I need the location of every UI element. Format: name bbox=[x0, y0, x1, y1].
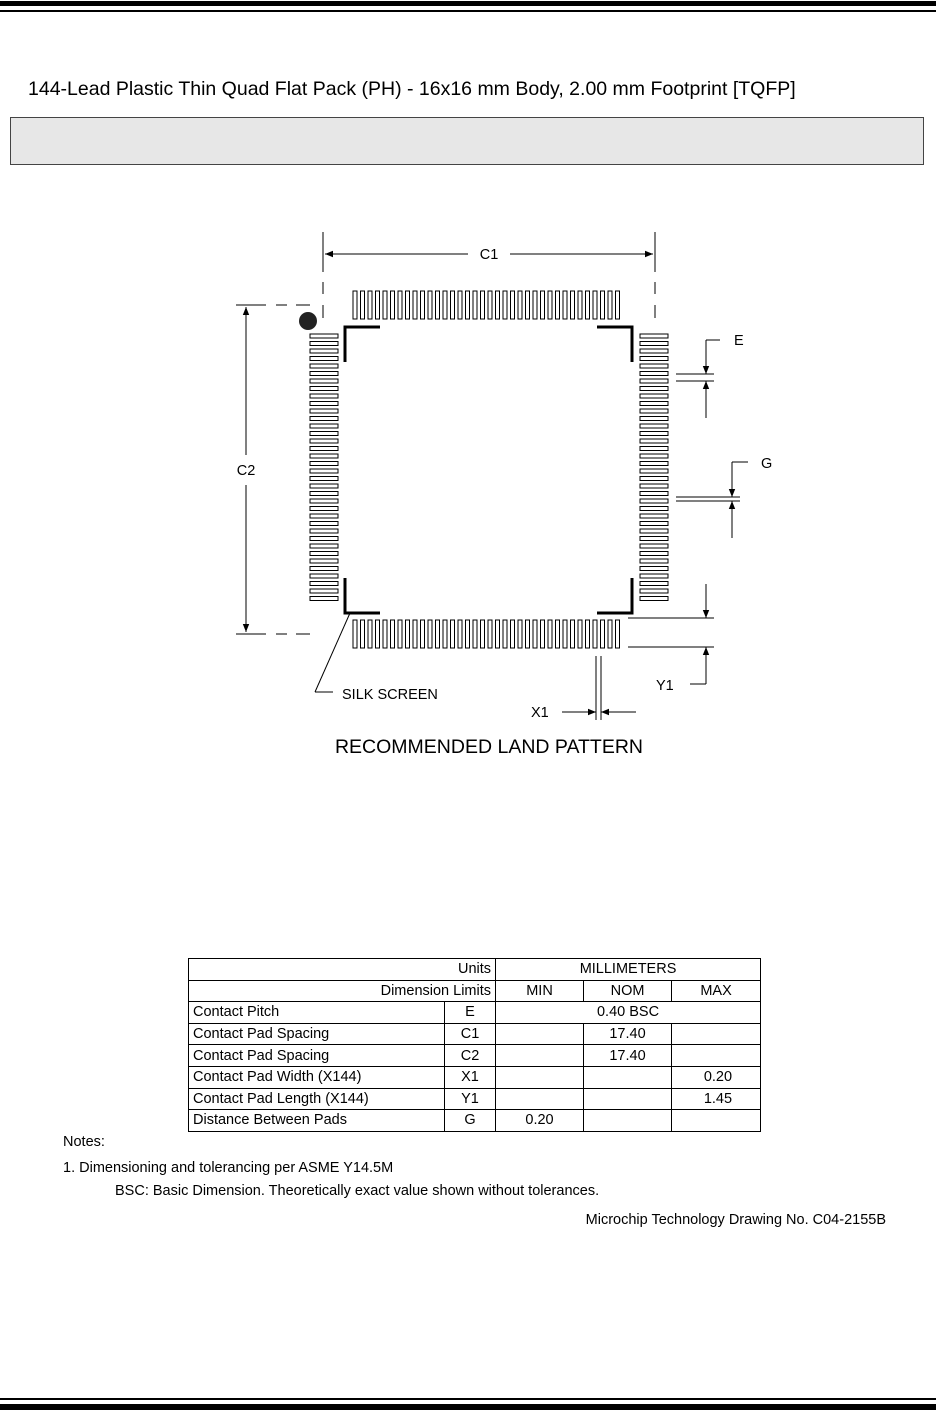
contact-pad bbox=[481, 620, 485, 648]
contact-pad bbox=[310, 507, 338, 511]
contact-pad bbox=[310, 537, 338, 541]
top-pad-row bbox=[353, 291, 620, 319]
contact-pad bbox=[593, 620, 597, 648]
contact-pad bbox=[376, 620, 380, 648]
top-rule-thin bbox=[0, 10, 936, 12]
notes-heading: Notes: bbox=[63, 1134, 105, 1150]
table-row bbox=[189, 1023, 761, 1045]
contact-pad bbox=[443, 291, 447, 319]
contact-pad bbox=[640, 484, 668, 488]
contact-pad bbox=[488, 620, 492, 648]
contact-pad bbox=[310, 469, 338, 473]
contact-pad bbox=[310, 484, 338, 488]
contact-pad bbox=[640, 409, 668, 413]
drawing-number: Microchip Technology Drawing No. C04-2155B bbox=[585, 1212, 886, 1228]
table-row bbox=[189, 1066, 761, 1088]
contact-pad bbox=[526, 291, 530, 319]
contact-pad bbox=[518, 291, 522, 319]
contact-pad bbox=[310, 424, 338, 428]
units-value: MILLIMETERS bbox=[496, 959, 761, 981]
contact-pad bbox=[496, 620, 500, 648]
contact-pad bbox=[640, 552, 668, 556]
pin1-marker bbox=[299, 312, 317, 330]
row-name: Contact Pad Length (X144) bbox=[189, 1088, 445, 1110]
row-max: 0.20 bbox=[672, 1066, 761, 1088]
contact-pad bbox=[310, 477, 338, 481]
contact-pad bbox=[640, 402, 668, 406]
table-row bbox=[189, 1045, 761, 1067]
contact-pad bbox=[533, 291, 537, 319]
contact-pad bbox=[563, 291, 567, 319]
row-symbol: G bbox=[445, 1110, 496, 1132]
contact-pad bbox=[640, 469, 668, 473]
contact-pad bbox=[310, 394, 338, 398]
table-row bbox=[189, 1088, 761, 1110]
contact-pad bbox=[436, 291, 440, 319]
contact-pad bbox=[488, 291, 492, 319]
row-min bbox=[496, 1088, 584, 1110]
contact-pad bbox=[413, 620, 417, 648]
contact-pad bbox=[586, 291, 590, 319]
row-max bbox=[672, 1045, 761, 1067]
contact-pad bbox=[640, 387, 668, 391]
left-pad-column bbox=[310, 334, 338, 601]
contact-pad bbox=[398, 620, 402, 648]
contact-pad bbox=[563, 620, 567, 648]
contact-pad bbox=[511, 291, 515, 319]
contact-pad bbox=[451, 291, 455, 319]
contact-pad bbox=[601, 291, 605, 319]
row-max bbox=[672, 1023, 761, 1045]
contact-pad bbox=[556, 620, 560, 648]
contact-pad bbox=[640, 574, 668, 578]
x1-label: X1 bbox=[531, 705, 549, 721]
limits-label: Dimension Limits bbox=[189, 980, 496, 1002]
contact-pad bbox=[608, 620, 612, 648]
contact-pad bbox=[368, 291, 372, 319]
contact-pad bbox=[640, 364, 668, 368]
contact-pad bbox=[640, 522, 668, 526]
contact-pad bbox=[608, 291, 612, 319]
silk-screen-leader bbox=[315, 613, 350, 692]
diagram-caption: RECOMMENDED LAND PATTERN bbox=[334, 736, 644, 758]
row-name: Contact Pad Spacing bbox=[189, 1045, 445, 1067]
contact-pad bbox=[310, 544, 338, 548]
contact-pad bbox=[310, 454, 338, 458]
contact-pad bbox=[443, 620, 447, 648]
g-dimension bbox=[676, 462, 748, 538]
contact-pad bbox=[310, 462, 338, 466]
contact-pad bbox=[640, 432, 668, 436]
contact-pad bbox=[640, 417, 668, 421]
contact-pad bbox=[518, 620, 522, 648]
contact-pad bbox=[473, 291, 477, 319]
contact-pad bbox=[310, 342, 338, 346]
row-symbol: E bbox=[445, 1002, 496, 1024]
table-header-units bbox=[189, 959, 761, 981]
contact-pad bbox=[458, 291, 462, 319]
contact-pad bbox=[428, 291, 432, 319]
contact-pad bbox=[310, 514, 338, 518]
contact-pad bbox=[640, 394, 668, 398]
contact-pad bbox=[503, 291, 507, 319]
contact-pad bbox=[451, 620, 455, 648]
contact-pad bbox=[593, 291, 597, 319]
dimension-table bbox=[188, 958, 761, 1132]
units-label: Units bbox=[189, 959, 496, 981]
row-symbol: X1 bbox=[445, 1066, 496, 1088]
contact-pad bbox=[578, 620, 582, 648]
contact-pad bbox=[310, 447, 338, 451]
contact-pad bbox=[541, 291, 545, 319]
contact-pad bbox=[601, 620, 605, 648]
contact-pad bbox=[640, 342, 668, 346]
e-dimension bbox=[676, 340, 720, 418]
contact-pad bbox=[640, 349, 668, 353]
contact-pad bbox=[391, 620, 395, 648]
contact-pad bbox=[640, 372, 668, 376]
contact-pad bbox=[640, 582, 668, 586]
row-nom bbox=[584, 1066, 672, 1088]
contact-pad bbox=[310, 379, 338, 383]
c2-label: C2 bbox=[236, 463, 256, 479]
note-1-sub: BSC: Basic Dimension. Theoretically exact value shown without tolerances. bbox=[115, 1183, 600, 1199]
contact-pad bbox=[413, 291, 417, 319]
row-name: Contact Pad Width (X144) bbox=[189, 1066, 445, 1088]
row-nom bbox=[584, 1088, 672, 1110]
contact-pad bbox=[586, 620, 590, 648]
contact-pad bbox=[640, 379, 668, 383]
row-symbol: Y1 bbox=[445, 1088, 496, 1110]
row-max: 1.45 bbox=[672, 1088, 761, 1110]
contact-pad bbox=[466, 291, 470, 319]
contact-pad bbox=[310, 567, 338, 571]
row-nom: 17.40 bbox=[584, 1023, 672, 1045]
contact-pad bbox=[640, 537, 668, 541]
contact-pad bbox=[640, 529, 668, 533]
bottom-rule-thick bbox=[0, 1404, 936, 1410]
col-nom: NOM bbox=[584, 980, 672, 1002]
contact-pad bbox=[310, 559, 338, 563]
row-symbol: C1 bbox=[445, 1023, 496, 1045]
table-row bbox=[189, 1002, 761, 1024]
contact-pad bbox=[398, 291, 402, 319]
contact-pad bbox=[511, 620, 515, 648]
contact-pad bbox=[473, 620, 477, 648]
contact-pad bbox=[310, 409, 338, 413]
contact-pad bbox=[383, 620, 387, 648]
contact-pad bbox=[310, 387, 338, 391]
contact-pad bbox=[640, 499, 668, 503]
row-span-value: 0.40 BSC bbox=[496, 1002, 761, 1024]
row-min: 0.20 bbox=[496, 1110, 584, 1132]
contact-pad bbox=[578, 291, 582, 319]
contact-pad bbox=[391, 291, 395, 319]
row-min bbox=[496, 1066, 584, 1088]
contact-pad bbox=[640, 357, 668, 361]
contact-pad bbox=[368, 620, 372, 648]
contact-pad bbox=[640, 544, 668, 548]
land-pattern-diagram bbox=[0, 220, 936, 780]
contact-pad bbox=[310, 492, 338, 496]
contact-pad bbox=[640, 589, 668, 593]
contact-pad bbox=[466, 620, 470, 648]
contact-pad bbox=[616, 291, 620, 319]
contact-pad bbox=[310, 349, 338, 353]
contact-pad bbox=[310, 357, 338, 361]
contact-pad bbox=[310, 529, 338, 533]
row-nom: 17.40 bbox=[584, 1045, 672, 1067]
contact-pad bbox=[310, 439, 338, 443]
right-pad-column bbox=[640, 334, 668, 601]
contact-pad bbox=[640, 462, 668, 466]
contact-pad bbox=[421, 291, 425, 319]
contact-pad bbox=[640, 507, 668, 511]
contact-pad bbox=[548, 291, 552, 319]
top-rule-thick bbox=[0, 1, 936, 6]
y1-label: Y1 bbox=[656, 678, 674, 694]
x1-dimension bbox=[562, 656, 636, 720]
contact-pad bbox=[571, 620, 575, 648]
contact-pad bbox=[310, 582, 338, 586]
contact-pad bbox=[640, 477, 668, 481]
contact-pad bbox=[640, 334, 668, 338]
contact-pad bbox=[310, 402, 338, 406]
contact-pad bbox=[353, 291, 357, 319]
row-max bbox=[672, 1110, 761, 1132]
contact-pad bbox=[428, 620, 432, 648]
table-row bbox=[189, 1110, 761, 1132]
contact-pad bbox=[383, 291, 387, 319]
header-box bbox=[10, 117, 924, 165]
g-label: G bbox=[761, 456, 773, 472]
contact-pad bbox=[616, 620, 620, 648]
contact-pad bbox=[640, 559, 668, 563]
contact-pad bbox=[310, 334, 338, 338]
silk-screen-label: SILK SCREEN bbox=[342, 687, 438, 703]
page-title: 144-Lead Plastic Thin Quad Flat Pack (PH) - 16x16 mm Body, 2.00 mm Footprint [TQFP] bbox=[28, 78, 796, 100]
contact-pad bbox=[481, 291, 485, 319]
contact-pad bbox=[503, 620, 507, 648]
contact-pad bbox=[310, 499, 338, 503]
contact-pad bbox=[526, 620, 530, 648]
row-name: Distance Between Pads bbox=[189, 1110, 445, 1132]
contact-pad bbox=[353, 620, 357, 648]
contact-pad bbox=[310, 574, 338, 578]
contact-pad bbox=[361, 291, 365, 319]
note-1: 1. Dimensioning and tolerancing per ASME Y14.5M bbox=[63, 1160, 394, 1176]
contact-pad bbox=[310, 432, 338, 436]
col-max: MAX bbox=[672, 980, 761, 1002]
contact-pad bbox=[310, 552, 338, 556]
contact-pad bbox=[421, 620, 425, 648]
contact-pad bbox=[361, 620, 365, 648]
bottom-pad-row bbox=[353, 620, 620, 648]
contact-pad bbox=[556, 291, 560, 319]
table-header-limits bbox=[189, 980, 761, 1002]
row-nom bbox=[584, 1110, 672, 1132]
contact-pad bbox=[640, 514, 668, 518]
contact-pad bbox=[640, 447, 668, 451]
row-min bbox=[496, 1045, 584, 1067]
contact-pad bbox=[310, 364, 338, 368]
contact-pad bbox=[406, 291, 410, 319]
row-name: Contact Pad Spacing bbox=[189, 1023, 445, 1045]
contact-pad bbox=[406, 620, 410, 648]
contact-pad bbox=[310, 597, 338, 601]
contact-pad bbox=[640, 454, 668, 458]
col-min: MIN bbox=[496, 980, 584, 1002]
contact-pad bbox=[640, 439, 668, 443]
contact-pad bbox=[640, 597, 668, 601]
contact-pad bbox=[548, 620, 552, 648]
contact-pad bbox=[640, 492, 668, 496]
contact-pad bbox=[496, 291, 500, 319]
e-label: E bbox=[734, 333, 744, 349]
contact-pad bbox=[310, 522, 338, 526]
contact-pad bbox=[310, 372, 338, 376]
row-name: Contact Pitch bbox=[189, 1002, 445, 1024]
bottom-rule-thin bbox=[0, 1398, 936, 1400]
contact-pad bbox=[541, 620, 545, 648]
contact-pad bbox=[640, 567, 668, 571]
contact-pad bbox=[376, 291, 380, 319]
contact-pad bbox=[436, 620, 440, 648]
contact-pad bbox=[310, 417, 338, 421]
silk-screen-outline bbox=[345, 327, 632, 613]
contact-pad bbox=[640, 424, 668, 428]
row-min bbox=[496, 1023, 584, 1045]
contact-pad bbox=[571, 291, 575, 319]
c1-label: C1 bbox=[479, 247, 499, 263]
contact-pad bbox=[458, 620, 462, 648]
contact-pad bbox=[310, 589, 338, 593]
contact-pad bbox=[533, 620, 537, 648]
row-symbol: C2 bbox=[445, 1045, 496, 1067]
